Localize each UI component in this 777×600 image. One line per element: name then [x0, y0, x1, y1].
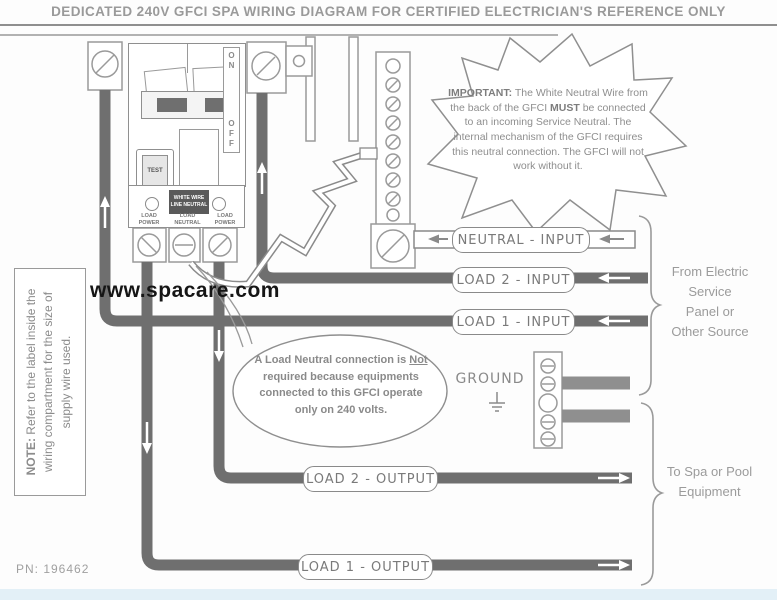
brace-to-equipment — [641, 403, 662, 585]
ground-symbol-icon — [489, 392, 505, 411]
load-neutral-callout-text: A Load Neutral connection is Not required because equipments connected to this GFCI operate only on 240 volts. — [254, 354, 428, 416]
white-wire-badge: WHITE WIRE LINE NEUTRAL — [169, 190, 209, 214]
pill-neutral-input: NEUTRAL - INPUT — [452, 227, 590, 253]
breaker-label-panel — [179, 129, 219, 187]
important-callout-text: IMPORTANT: The White Neutral Wire from the back of the GFCI MUST be connected to an incoming Service Neutral. The internal mechanism of the GFCI requires this neutral connection. The GFCI will not work without it. — [448, 87, 648, 173]
ground-label: GROUND — [455, 371, 525, 387]
part-number: PN: 196462 — [16, 562, 90, 576]
load-power-left-label: LOAD POWER — [138, 213, 160, 226]
indicator-circle-left — [145, 197, 159, 211]
watermark-text: www.spacare.com — [90, 279, 280, 302]
breaker-divider — [187, 44, 188, 73]
ground-wires — [562, 383, 630, 416]
ground-terminal-strip — [534, 352, 562, 448]
load-neutral-label: LOAD NEUTRAL — [174, 213, 201, 226]
from-source-label: From Electric Service Panel or Other Source — [671, 264, 749, 340]
screw-terminal-left — [88, 42, 122, 90]
indicator-circle-right — [212, 197, 226, 211]
breaker-terminal-screws — [133, 228, 237, 262]
pill-load2-input: LOAD 2 - INPUT — [452, 267, 575, 293]
breaker-terminal-section — [128, 185, 245, 228]
note-box — [14, 268, 86, 496]
small-terminal — [286, 46, 312, 76]
bus-bar — [349, 37, 358, 141]
on-off-strip — [223, 47, 240, 153]
screw-terminal-right — [247, 42, 286, 93]
pill-load1-output: LOAD 1 - OUTPUT — [298, 554, 433, 580]
load-power-right-label: LOAD POWER — [214, 213, 236, 226]
breaker-toggle[interactable] — [141, 91, 236, 119]
pill-load1-input: LOAD 1 - INPUT — [452, 309, 575, 335]
diagram-title: DEDICATED 240V GFCI SPA WIRING DIAGRAM FOR CERTIFIED ELECTRICIAN'S REFERENCE ONLY — [0, 4, 777, 26]
test-button-face[interactable]: TEST — [142, 155, 168, 186]
to-equipment-label: To Spa or Pool Equipment — [666, 464, 753, 500]
pill-load2-output: LOAD 2 - OUTPUT — [303, 466, 438, 492]
gfci-breaker — [128, 43, 246, 187]
brace-from-source — [639, 216, 660, 395]
note-text: NOTE: Refer to the label inside the wiring compartment for the size of supply wire used. — [24, 288, 73, 476]
toggle-grip — [157, 98, 187, 112]
neutral-bus-bar — [376, 52, 410, 228]
on-label: ON — [227, 51, 236, 71]
off-label: OFF — [227, 119, 236, 149]
neutral-lug-screw — [371, 224, 415, 268]
